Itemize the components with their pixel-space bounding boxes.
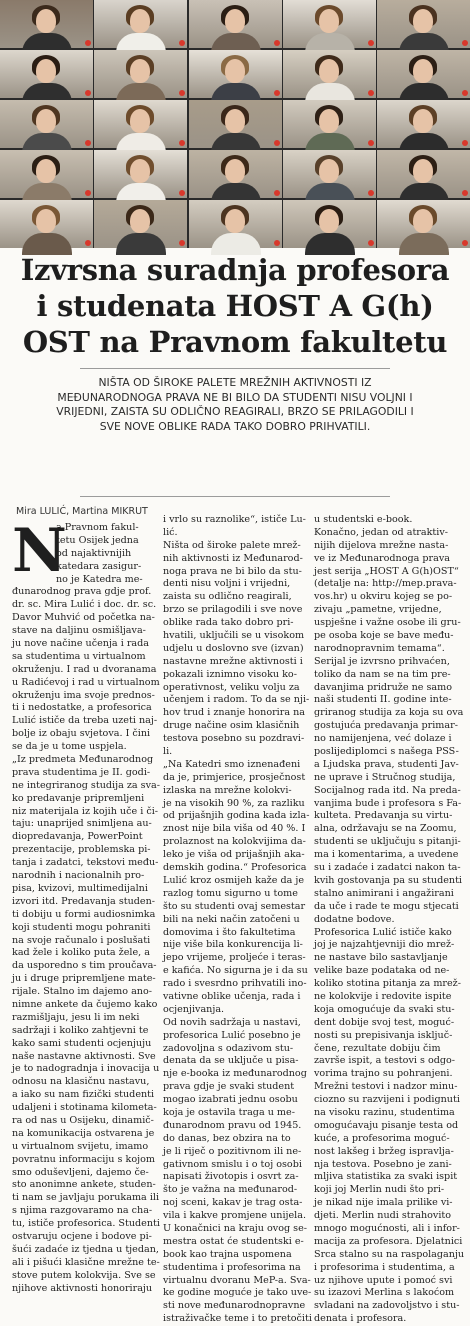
- body-line: joj je najzahtjevniji dio mrež-: [314, 939, 455, 951]
- body-line: no namijenjena, već dolaze i: [314, 733, 452, 745]
- body-line: zadovoljna s odazivom stu-: [163, 1042, 294, 1054]
- body-line: e kafića. No sigurna je i da su: [163, 965, 308, 977]
- body-line: djeti. Merlin nudi strahovito: [314, 1210, 452, 1222]
- participant-tile: [377, 200, 470, 248]
- mic-muted-icon: [179, 90, 185, 96]
- body-line: ciozno su razvijeni i podignuti: [314, 1094, 460, 1106]
- participant-face: [319, 9, 339, 33]
- body-line: a Ljudska prava, studenti Jav-: [314, 758, 459, 770]
- participant-face: [36, 209, 56, 233]
- headline-line: Izvrsna suradnja profesora: [20, 253, 450, 287]
- mic-muted-icon: [85, 240, 91, 246]
- body-line: bolje iz obaju svjetova. I čini: [12, 728, 151, 740]
- body-line: mnogo mogućnosti, ali i infor-: [314, 1222, 460, 1234]
- body-line: jepo vrijeme, proljeće i teras-: [163, 952, 306, 964]
- mic-muted-icon: [368, 190, 374, 196]
- body-line: prezentacije, problemska pi-: [12, 844, 151, 856]
- participant-tile: [94, 50, 187, 98]
- body-line: kulteta. Predavanja su virtu-: [314, 810, 453, 822]
- body-line: dent dobije svoj test, moguć-: [314, 1016, 455, 1028]
- body-line: ju nove načine učenja i rada: [12, 638, 149, 650]
- body-line: kako sami studenti ocjenjuju: [12, 1037, 152, 1049]
- body-line: ke godine moguće je tako uve-: [163, 1287, 312, 1299]
- body-line: studenti se uključuju s pitanji-: [314, 836, 461, 848]
- body-line: a iako su nam fizički studenti: [12, 1089, 155, 1101]
- body-line: udaljeni i stotinama kilometa-: [12, 1102, 157, 1114]
- body-line: ra od nas u Osijeku, dinamič-: [12, 1114, 154, 1126]
- body-line: nimne ankete da čujemo kako: [12, 998, 158, 1010]
- body-line: stove putem kolokvija. Sve se: [12, 1269, 156, 1281]
- body-line: naše nastavne aktivnosti. Sve: [12, 1050, 156, 1062]
- body-line: na visoku razinu, studentima: [314, 1106, 455, 1118]
- body-line: čene, rezultate dobiju čim: [314, 1042, 441, 1054]
- mic-muted-icon: [368, 40, 374, 46]
- mic-muted-icon: [274, 190, 280, 196]
- body-line: operativnost, veliku volju za: [163, 681, 300, 693]
- mic-muted-icon: [85, 90, 91, 96]
- body-line: niz materijala iz kojih uče i či-: [12, 805, 159, 817]
- mic-muted-icon: [179, 190, 185, 196]
- body-line: ko predavanje pripremljeni: [12, 792, 145, 804]
- body-line: đunarodnog prava gdje prof.: [12, 586, 152, 598]
- body-line: uz njihove upute i pomoć svi: [314, 1274, 453, 1286]
- mic-muted-icon: [462, 90, 468, 96]
- headline-line: i studenata HOST A G(h): [36, 289, 434, 323]
- body-line: velike baze podataka od ne-: [314, 965, 450, 977]
- body-line: da usporedno s tim proučava-: [12, 960, 157, 972]
- body-line: je li riječ o pozitivnom ili ne-: [163, 1145, 302, 1157]
- body-line: taju: unaprijed snimljena au-: [12, 818, 152, 830]
- mic-muted-icon: [274, 140, 280, 146]
- body-line: noga prava ne bi bilo da stu-: [163, 565, 302, 577]
- body-line: Mrežni testovi i nadzor minu-: [314, 1081, 458, 1093]
- participant-face: [130, 159, 150, 183]
- body-line: tetu Osijek jedna: [56, 534, 139, 546]
- participant-tile: [377, 100, 470, 148]
- lead-line: SVE NOVE OBLIKE RADA TAKO DOBRO PRIHVATILI.: [99, 419, 371, 433]
- body-line: se da je u tome uspjela.: [12, 741, 127, 753]
- body-line: book kao trajna uspomena: [163, 1248, 292, 1260]
- body-line: ne nastave bilo sastavljanje: [314, 952, 448, 964]
- participant-tile: [189, 50, 282, 98]
- body-line: testova posebno su pozdravi-: [163, 733, 305, 745]
- body-line: mestra ostat će studentski e-: [163, 1235, 304, 1247]
- body-line: kuće, a profesorima moguć-: [314, 1132, 450, 1144]
- body-line: noj sceni, kakav je trag osta-: [163, 1197, 303, 1209]
- body-line: zivaju „pametne, vrijedne,: [314, 604, 442, 616]
- participant-face: [130, 59, 150, 83]
- body-line: i profesorima i studentima, a: [314, 1261, 455, 1273]
- body-line: domovima i što fakultetima: [163, 926, 296, 938]
- mic-muted-icon: [462, 190, 468, 196]
- mic-muted-icon: [462, 40, 468, 46]
- mic-muted-icon: [274, 40, 280, 46]
- mic-muted-icon: [179, 40, 185, 46]
- participant-tile: [94, 150, 187, 198]
- body-line: dr. sc. Mira Lulić i doc. dr. sc.: [12, 599, 157, 611]
- body-line: Lulić kroz osmijeh kaže da je: [163, 874, 305, 886]
- body-line: ma i komentarima, a uvedene: [314, 849, 459, 861]
- participant-face: [130, 209, 150, 233]
- body-line: smo oduševljeni, dajemo če-: [12, 1166, 149, 1178]
- mic-muted-icon: [85, 190, 91, 196]
- body-line: do danas, bez obzira na to: [163, 1132, 291, 1144]
- mic-muted-icon: [179, 240, 185, 246]
- body-line: bili na neki način zatočeni u: [163, 913, 300, 925]
- body-line: mogao izabrati jednu osobu: [163, 1094, 298, 1106]
- body-line: no je Katedra me-: [56, 573, 143, 585]
- participant-tile: [94, 200, 187, 248]
- headline-line: OST na Pravnom fakultetu: [22, 325, 448, 359]
- mic-muted-icon: [85, 40, 91, 46]
- participant-face: [36, 59, 56, 83]
- body-line: u studentski e-book.: [314, 514, 413, 525]
- body-line: vorima trajno su pohranjeni.: [314, 1068, 453, 1080]
- body-line: znost nije bila viša od 40 %. I: [163, 823, 306, 835]
- lead-line: NIŠTA OD ŠIROKE PALETE MREŽNIH AKTIVNOSTI IZ: [98, 376, 372, 389]
- body-line: demskih godina.“ Profesorica: [163, 862, 307, 874]
- participant-face: [319, 159, 339, 183]
- body-line: nastavne mrežne aktivnosti i: [163, 655, 303, 667]
- body-line: Davor Muhvić od početka na-: [12, 612, 155, 624]
- body-line: leko je viša od prijašnjih aka-: [163, 849, 305, 861]
- body-line: vanjima bude i profesora s Fa-: [314, 797, 462, 809]
- mic-muted-icon: [368, 90, 374, 96]
- participant-face: [319, 59, 339, 83]
- body-line: virtualnu dvoranu MeP-a. Sva-: [163, 1274, 311, 1286]
- body-line: okruženju. I rad u dvoranama: [12, 663, 157, 675]
- participant-tile: [0, 0, 93, 48]
- mic-muted-icon: [368, 140, 374, 146]
- participant-face: [36, 109, 56, 133]
- body-line: ne integriranog studija za sva-: [12, 779, 160, 791]
- participant-tile: [94, 0, 187, 48]
- body-line: Serijal je izvrsno prihvaćen,: [314, 655, 450, 667]
- body-line: nje e-booka iz međunarodnog: [163, 1068, 307, 1080]
- body-line: ocjenjivanja.: [163, 1003, 225, 1015]
- body-line: napisati životopis i osvrt za-: [163, 1171, 299, 1183]
- body-line: njihove aktivnosti honoriraju: [12, 1282, 153, 1294]
- body-line: od prijašnjih godina kada izla-: [163, 810, 310, 822]
- participant-tile: [189, 200, 282, 248]
- body-line: je to nadogradnja i inovacija u: [12, 1063, 160, 1075]
- body-line: Socijalnog rada itd. Na preda-: [314, 784, 461, 796]
- body-line: toliko da nam se na tim pre-: [314, 668, 451, 680]
- body-line: Od novih sadržaja u nastavi,: [163, 1016, 301, 1028]
- body-line: odnosu na klasičnu nastavu,: [12, 1076, 150, 1088]
- body-line: hvatili, uključili se u visokom: [163, 630, 305, 642]
- column-2: [163, 514, 312, 1326]
- body-line: Srca stalno su na raspolaganju: [314, 1248, 465, 1260]
- body-line: denata i profesora.: [314, 1313, 407, 1325]
- body-line: uspješne i važne osobe ili gru-: [314, 617, 461, 629]
- participant-tile: [283, 200, 376, 248]
- body-line: davanjima pridruže ne samo: [314, 681, 452, 693]
- body-line: svladani na zadovoljstvo i stu-: [314, 1300, 460, 1312]
- body-line: zaista su odlično reagirali,: [163, 591, 292, 603]
- body-line: završe ispit, a testovi s odgo-: [314, 1055, 456, 1067]
- column-1: [12, 516, 160, 1295]
- body-line: i vrlo su raznolike“, ističe Lu-: [163, 514, 306, 525]
- bottom-rule: [80, 496, 390, 497]
- participant-face: [36, 9, 56, 33]
- body-line: „Na Katedri smo iznenađeni: [163, 758, 301, 770]
- body-line: sto anonimne ankete, studen-: [12, 1179, 156, 1191]
- body-line: mljiva statistika za svaki ispit: [314, 1171, 458, 1183]
- body-line: okruženju ima svoje prednos-: [12, 689, 155, 701]
- body-line: vativne oblike učenja, rada i: [163, 990, 301, 1002]
- body-line: što su studenti ovaj semestar: [163, 900, 306, 912]
- body-line: izlaska na mrežne kolokvi-: [163, 784, 292, 796]
- mic-muted-icon: [368, 240, 374, 246]
- body-line: Profesorica Lulić ističe kako: [314, 926, 452, 938]
- body-line: izvori itd. Predavanja studen-: [12, 895, 156, 907]
- body-line: đunarodnom pravu od 1945.: [163, 1119, 302, 1131]
- participant-tile: [283, 0, 376, 48]
- body-line: ti dobiju u formi audiosnimka: [12, 908, 156, 920]
- body-line: od najaktivnijih: [56, 547, 132, 559]
- body-line: gativnom smislu i o toj osobi: [163, 1158, 302, 1170]
- column-3: [314, 514, 465, 1326]
- participant-tile: [94, 100, 187, 148]
- body-line: u virtualnom svijetu, imamo: [12, 1140, 149, 1152]
- body-line: kvih gostovanja pa su studenti: [314, 874, 463, 886]
- article-lead: [0, 376, 470, 434]
- body-line: brzo se prilagodili i sve nove: [163, 604, 303, 616]
- participant-face: [36, 159, 56, 183]
- body-line: nih aktivnosti iz Međunarod-: [163, 552, 303, 564]
- body-line: sti nove međunarodnopravne: [163, 1300, 306, 1312]
- body-line: razmišljaju, jesu li im neki: [12, 1011, 140, 1023]
- body-line: prava studentima je II. godi-: [12, 766, 151, 778]
- body-line: naši studenti II. godine inte-: [314, 694, 452, 706]
- body-line: pokazali iznimno visoku ko-: [163, 668, 297, 680]
- body-line: nost lakšeg i bržeg ispravlja-: [314, 1145, 454, 1157]
- body-line: što je važna na međunarod-: [163, 1184, 298, 1196]
- body-line: je na visokih 90 %, za razliku: [163, 797, 305, 809]
- mic-muted-icon: [274, 90, 280, 96]
- body-line: omogućavaju pisanje testa od: [314, 1119, 459, 1131]
- body-line: poslijediplomci s našega PSS-: [314, 746, 459, 758]
- body-line: Ništa od široke palete mrež-: [163, 539, 301, 551]
- participant-tile: [377, 0, 470, 48]
- body-line: tu, ističe profesorica. Studenti: [12, 1218, 160, 1230]
- body-line: da uče i rade te mogu stjecati: [314, 900, 459, 912]
- mic-muted-icon: [462, 240, 468, 246]
- body-line: ti i nedostatke, a profesorica: [12, 702, 152, 714]
- body-line: diopredavanja, PowerPoint: [12, 831, 143, 843]
- participant-face: [413, 109, 433, 133]
- body-line: nijih dijelova mrežne nasta-: [314, 539, 449, 551]
- participant-tile: [377, 50, 470, 98]
- participant-tile: [377, 150, 470, 198]
- participant-face: [413, 209, 433, 233]
- mic-muted-icon: [85, 140, 91, 146]
- drop-cap: N: [12, 516, 67, 586]
- participant-tile: [0, 100, 93, 148]
- participant-face: [225, 109, 245, 133]
- body-line: narodnopravnim temama“.: [314, 642, 445, 654]
- participant-face: [225, 59, 245, 83]
- body-line: hov trud i znanje honorira na: [163, 707, 306, 719]
- body-line: kad žele i koliko puta žele, a: [12, 947, 150, 959]
- body-line: koji studenti mogu pohraniti: [12, 921, 151, 933]
- body-line: denata da se uključe u pisa-: [163, 1055, 299, 1067]
- body-line: tanja i zadatci, tekstovi među-: [12, 857, 159, 869]
- participant-face: [130, 109, 150, 133]
- body-line: ali i pišući klasične mrežne te-: [12, 1256, 160, 1268]
- body-line: rijale. Stalno im dajemo ano-: [12, 986, 152, 998]
- byline: Mira LULIĆ, Martina MIKRUT: [16, 506, 148, 517]
- body-line: rado i svesrdno prihvatili ino-: [163, 978, 307, 990]
- mic-muted-icon: [274, 240, 280, 246]
- body-line: profesorica Lulić posebno je: [163, 1029, 301, 1041]
- body-line: narodnih i nacionalnih pro-: [12, 870, 145, 882]
- participant-face: [225, 209, 245, 233]
- participant-tile: [283, 100, 376, 148]
- participant-tile: [189, 100, 282, 148]
- participant-face: [319, 109, 339, 133]
- lead-line: VRIJEDNI, ZAISTA SU ODLIČNO REAGIRALI, BRZO SE PRILAGODILI I: [56, 405, 414, 418]
- body-line: sadržaji i koliko zahtjevni te: [12, 1024, 149, 1036]
- body-line: prava gdje je svaki student: [163, 1081, 295, 1093]
- body-line: li.: [163, 746, 173, 758]
- body-line: griranog studija za koja su ova: [314, 707, 464, 719]
- body-line: stalno animirani i angažirani: [314, 887, 454, 899]
- body-line: ne kolokvije i redovite ispite: [314, 990, 452, 1002]
- lead-line: MEĐUNARODNOGA PRAVA NE BI BILO DA STUDENTI NISU VOLJNI I: [57, 390, 413, 404]
- body-line: udjelu u doslovno sve (izvan): [163, 642, 304, 654]
- body-line: ju i druge pripremljene mate-: [12, 973, 156, 985]
- mic-muted-icon: [179, 140, 185, 146]
- body-line: katedara zasigur-: [56, 560, 142, 572]
- participant-face: [413, 9, 433, 33]
- body-line: prolaznost na kolokvijima da-: [163, 836, 306, 848]
- body-line: šući zadaće iz tjedna u tjedan,: [12, 1243, 159, 1255]
- body-line: nosti su prepisivanja isključ-: [314, 1029, 453, 1041]
- participant-face: [413, 59, 433, 83]
- body-line: u Radićevoj i rad u virtualnom: [12, 676, 160, 688]
- participant-face: [319, 209, 339, 233]
- body-line: pe osoba koje se bave među-: [314, 630, 454, 642]
- body-line: povratnu informaciju s kojom: [12, 1153, 155, 1165]
- body-line: nja testova. Posebno je zani-: [314, 1158, 452, 1170]
- body-line: oblike rada tako dobro pri-: [163, 617, 294, 629]
- body-line: jest serija „HOST A G(h)OST“: [314, 565, 459, 577]
- body-line: vila i kakve promjene unijela.: [163, 1210, 307, 1222]
- body-line: ne uprave i Stručnog studija,: [314, 771, 456, 783]
- body-line: dodatne bodove.: [314, 913, 395, 925]
- participant-face: [130, 9, 150, 33]
- body-line: razlog tomu sigurno u tome: [163, 887, 298, 899]
- participant-face: [225, 159, 245, 183]
- body-line: učenjem i radom. To da se nji-: [163, 694, 310, 706]
- body-line: Lulić ističe da treba uzeti naj-: [12, 715, 158, 727]
- body-line: na komunikacija ostvarena je: [12, 1127, 155, 1139]
- body-line: U konačnici na kraju ovog se-: [163, 1222, 308, 1234]
- participant-tile: [0, 50, 93, 98]
- body-line: istraživačke teme i to pretočiti: [163, 1313, 312, 1325]
- body-line: ve iz Međunarodnoga prava: [314, 552, 450, 564]
- body-line: ti nam se javljaju porukama ili: [12, 1192, 160, 1204]
- body-line: koliko stotina pitanja za mrež-: [314, 978, 461, 990]
- body-line: pisa, kvizovi, multimedijalni: [12, 882, 148, 894]
- participant-tile: [189, 0, 282, 48]
- body-line: macija za profesora. Djelatnici: [314, 1235, 463, 1247]
- top-rule: [80, 368, 390, 369]
- participant-face: [225, 9, 245, 33]
- body-line: alna, održavaju se na Zoomu,: [314, 823, 457, 835]
- body-line: je nikad nije imala prilike vi-: [314, 1197, 453, 1209]
- body-line: koja omogućuje da svaki stu-: [314, 1003, 455, 1015]
- article-headline: [0, 252, 470, 360]
- body-line: da je, primjerice, prosječnost: [163, 771, 306, 783]
- participant-face: [413, 159, 433, 183]
- body-line: druge načine osim klasičnih: [163, 720, 300, 732]
- participant-tile: [283, 150, 376, 198]
- body-line: gostujuća predavanja primar-: [314, 720, 458, 732]
- body-line: vos.hr) u okviru kojeg se po-: [314, 591, 453, 603]
- video-call-photo: [0, 0, 470, 248]
- body-line: ostvaruju ocjene i bodove pi-: [12, 1230, 152, 1242]
- body-line: sa studentima u virtualnom: [12, 650, 146, 662]
- body-line: su izazovi Merlina s lakoćom: [314, 1287, 455, 1299]
- body-line: stave na daljinu osmišljava-: [12, 625, 146, 637]
- body-line: Konačno, jedan od atraktiv-: [314, 526, 448, 538]
- body-line: su i zadaće i zadatci nakon ta-: [314, 862, 461, 874]
- participant-tile: [0, 200, 93, 248]
- participant-tile: [283, 50, 376, 98]
- body-line: koja je ostavila traga u me-: [163, 1106, 295, 1118]
- participant-tile: [0, 150, 93, 198]
- body-line: lić.: [163, 526, 178, 538]
- body-line: a Pravnom fakul-: [56, 522, 139, 533]
- body-line: (detalje na: http://mep.prava-: [314, 578, 457, 590]
- body-line: koji joj Merlin nudi što pri-: [314, 1184, 445, 1196]
- body-line: nije više bila konkurencija li-: [163, 939, 303, 951]
- participant-tile: [189, 150, 282, 198]
- body-line: denti nisu voljni i vrijedni,: [163, 578, 291, 590]
- body-line: studentima i profesorima na: [163, 1261, 301, 1273]
- mic-muted-icon: [462, 140, 468, 146]
- body-line: s njima razgovaramo na cha-: [12, 1205, 153, 1217]
- body-line: „Iz predmeta Međunarodnog: [12, 754, 154, 766]
- body-line: na svoje računalo i poslušati: [12, 934, 151, 946]
